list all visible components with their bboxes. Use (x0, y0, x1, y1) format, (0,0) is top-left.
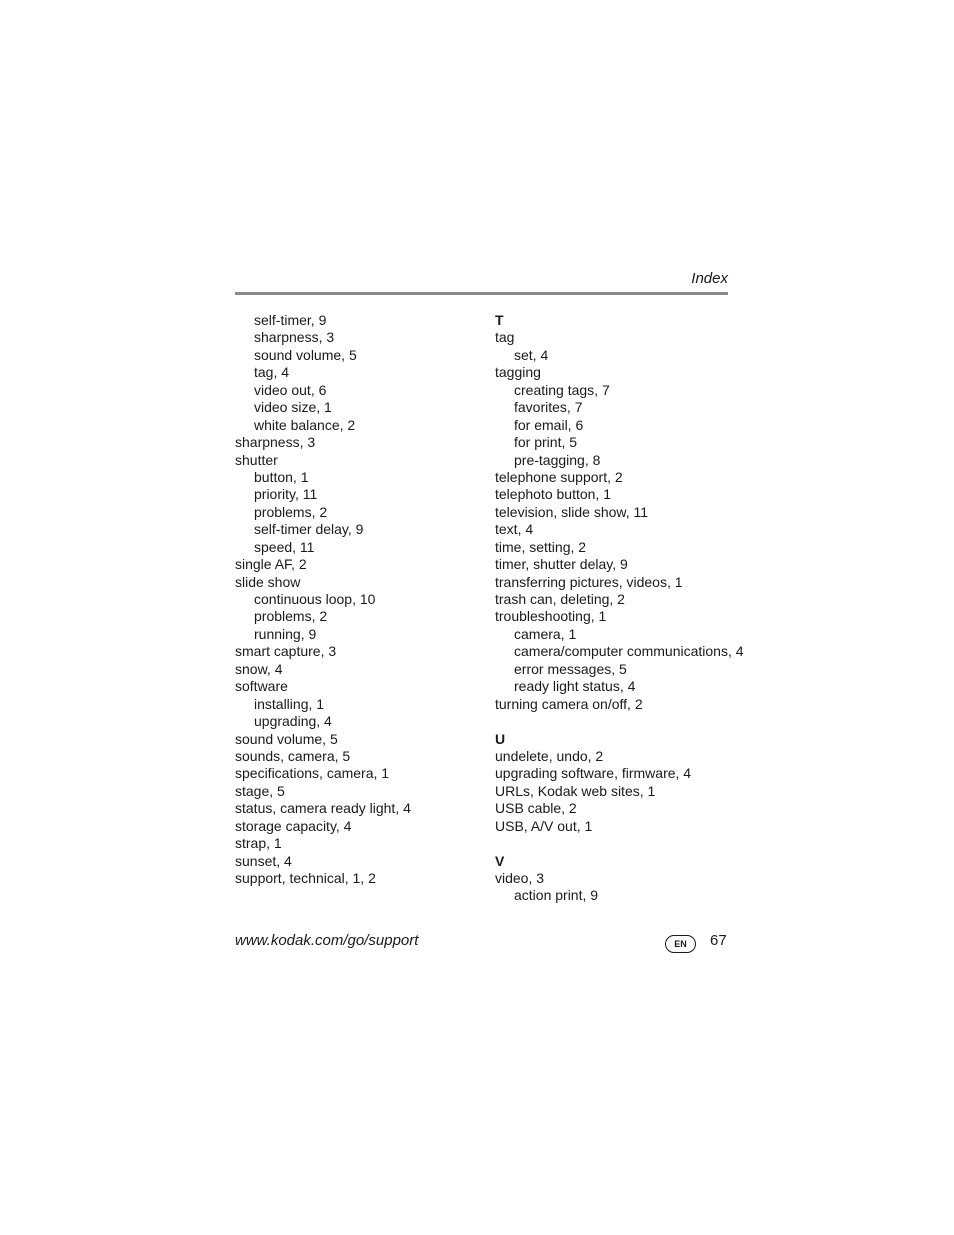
index-column-right (495, 312, 744, 905)
index-entry: upgrading software, firmware, 4 (495, 765, 692, 782)
index-subentry: self-timer, 9 (254, 312, 327, 328)
index-entry: undelete, undo, 2 (495, 747, 604, 764)
index-subentry: set, 4 (514, 346, 549, 363)
index-entry: television, slide show, 11 (495, 503, 649, 520)
index-column-left (235, 312, 475, 887)
index-entry: sounds, camera, 5 (235, 747, 351, 764)
index-subentry: creating tags, 7 (514, 381, 610, 398)
index-entry: timer, shutter delay, 9 (495, 556, 628, 573)
index-entry: time, setting, 2 (495, 538, 587, 555)
index-entry: tag (495, 329, 515, 346)
index-subentry: button, 1 (254, 468, 309, 485)
index-entry: text, 4 (495, 521, 534, 538)
section-gap (495, 713, 735, 730)
index-subentry: running, 9 (254, 625, 317, 642)
index-entry: sharpness, 3 (235, 434, 316, 451)
index-entry: turning camera on/off, 2 (495, 695, 643, 712)
index-subentry: problems, 2 (254, 503, 328, 520)
index-entry: USB cable, 2 (495, 800, 577, 817)
index-entry: slide show (235, 573, 301, 590)
index-section-letter: T (495, 312, 504, 328)
index-subentry: pre-tagging, 8 (514, 451, 601, 468)
index-entry: strap, 1 (235, 835, 282, 852)
index-entry: tagging (495, 364, 541, 381)
index-subentry: video size, 1 (254, 399, 332, 416)
index-entry: snow, 4 (235, 660, 283, 677)
index-entry: USB, A/V out, 1 (495, 817, 593, 834)
index-entry: shutter (235, 451, 278, 468)
index-section-letter: U (495, 730, 506, 747)
index-subentry: white balance, 2 (254, 416, 356, 433)
index-entry: smart capture, 3 (235, 643, 337, 660)
index-entry: support, technical, 1, 2 (235, 870, 376, 886)
page-number: 67 (710, 932, 727, 949)
index-subentry: video out, 6 (254, 381, 327, 398)
index-subentry: speed, 11 (254, 538, 315, 555)
index-entry: single AF, 2 (235, 556, 307, 573)
index-subentry: sound volume, 5 (254, 346, 357, 363)
index-subentry: problems, 2 (254, 608, 328, 625)
index-entry: transferring pictures, videos, 1 (495, 573, 683, 590)
index-subentry: for print, 5 (514, 434, 578, 451)
index-entry: sunset, 4 (235, 852, 292, 869)
index-entry: trash can, deleting, 2 (495, 591, 625, 607)
index-subentry: favorites, 7 (514, 399, 583, 416)
index-entry: specifications, camera, 1 (235, 765, 390, 782)
index-subentry: ready light status, 4 (514, 678, 636, 695)
support-url-link[interactable]: www.kodak.com/go/support (235, 932, 419, 949)
index-entry: stage, 5 (235, 782, 285, 799)
index-entry: telephone support, 2 (495, 468, 623, 485)
language-badge: EN (665, 935, 696, 953)
index-entry: status, camera ready light, 4 (235, 800, 411, 817)
index-entry: software (235, 678, 288, 695)
index-entry: telephoto button, 1 (495, 486, 611, 503)
index-subentry: tag, 4 (254, 364, 290, 381)
section-gap (495, 835, 735, 852)
index-subentry: error messages, 5 (514, 660, 627, 677)
index-entry: troubleshooting, 1 (495, 608, 607, 625)
index-subentry: upgrading, 4 (254, 713, 332, 730)
index-entry: video, 3 (495, 870, 545, 886)
index-subentry: for email, 6 (514, 416, 584, 433)
index-subentry: continuous loop, 10 (254, 591, 376, 607)
index-subentry: installing, 1 (254, 695, 325, 712)
index-section-letter: V (495, 852, 505, 869)
index-subentry: action print, 9 (514, 887, 599, 904)
index-subentry: priority, 11 (254, 486, 318, 503)
index-subentry: camera/computer communications, 4 (514, 643, 744, 660)
header-rule (235, 292, 728, 295)
index-subentry: camera, 1 (514, 625, 577, 642)
index-entry: URLs, Kodak web sites, 1 (495, 782, 656, 799)
index-subentry: sharpness, 3 (254, 329, 335, 346)
index-entry: sound volume, 5 (235, 730, 338, 747)
page-header-title: Index (691, 270, 728, 287)
index-subentry: self-timer delay, 9 (254, 521, 364, 538)
index-entry: storage capacity, 4 (235, 817, 352, 834)
